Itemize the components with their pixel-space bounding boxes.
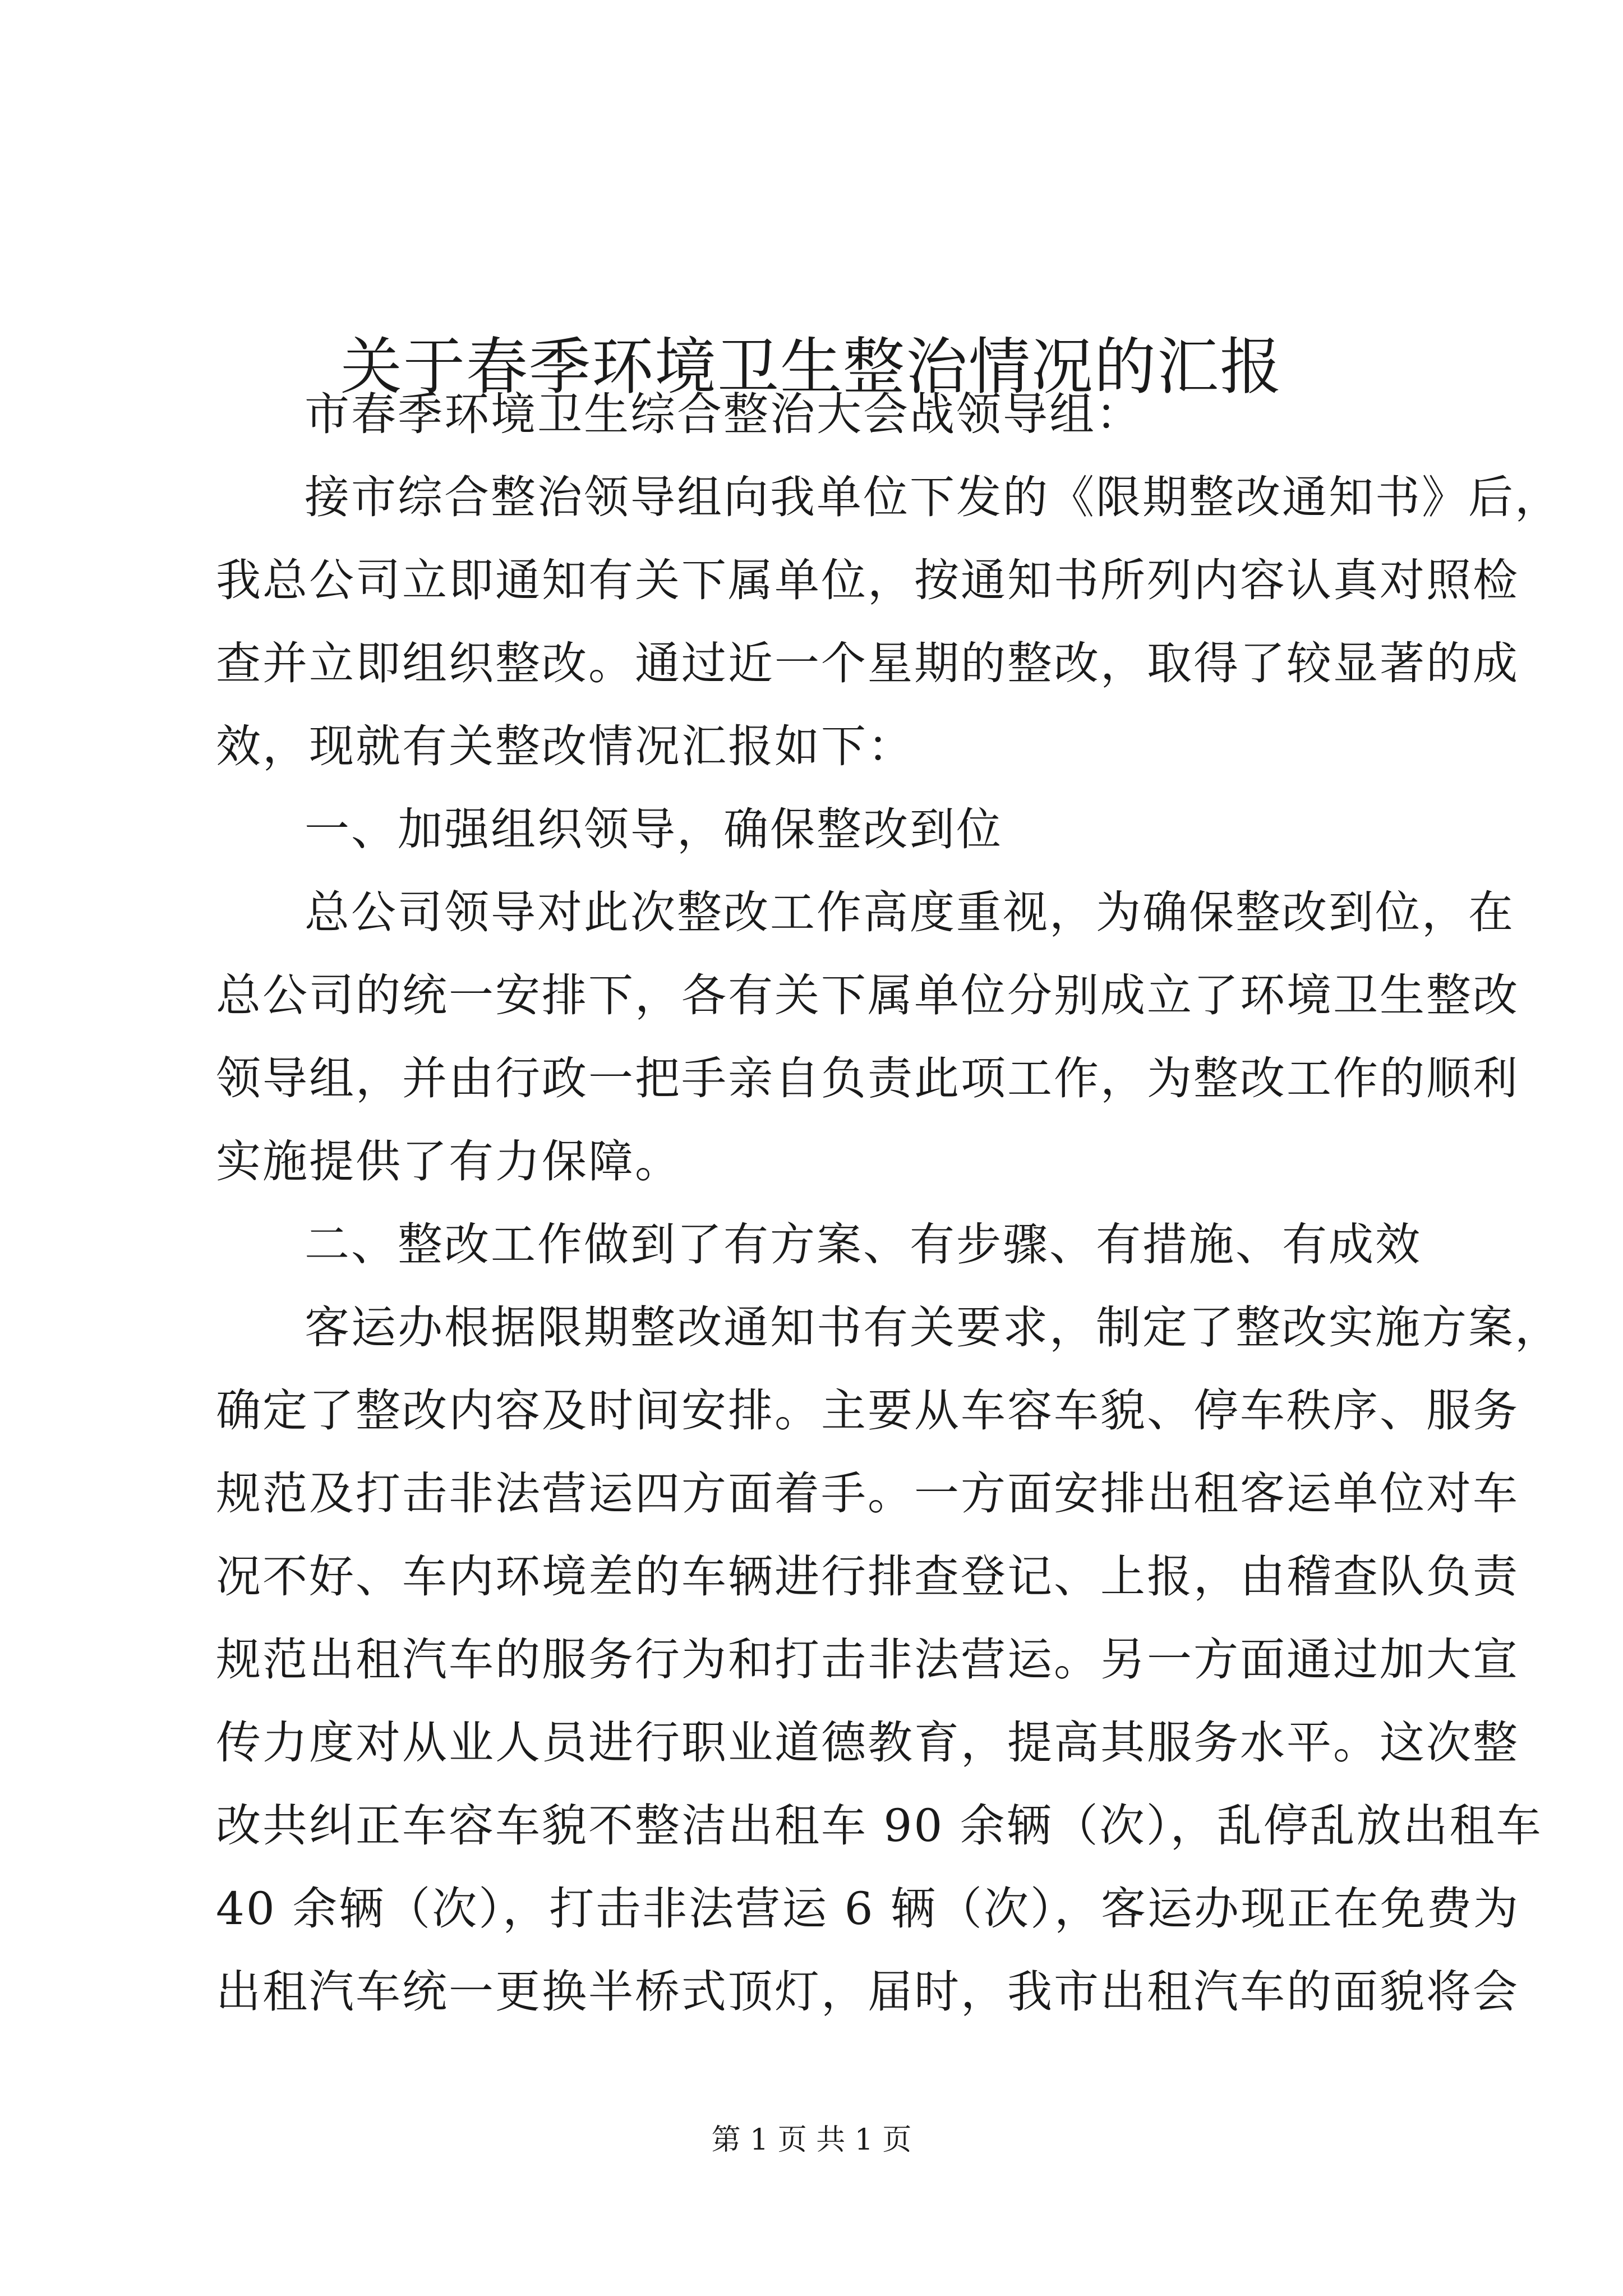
- paragraph-line: 况不好、车内环境差的车辆进行排查登记、上报，由稽查队负责: [216, 1550, 1519, 1603]
- paragraph-line: 接市综合整治领导组向我单位下发的《限期整改通知书》后，: [305, 471, 1561, 523]
- paragraph-intro: [216, 456, 1561, 788]
- paragraph-organization: [216, 871, 1519, 1203]
- section-heading-line: 二、整改工作做到了有方案、有步骤、有措施、有成效: [305, 1218, 1422, 1271]
- section-heading-2: [216, 1203, 1422, 1286]
- paragraph-line: 我总公司立即通知有关下属单位，按通知书所列内容认真对照检: [216, 554, 1519, 606]
- document-title: 关于春季环境卫生整治情况的汇报: [340, 330, 1283, 403]
- paragraph-line: 实施提供了有力保障。: [216, 1135, 681, 1188]
- page-footer: 第 1 页 共 1 页: [711, 2123, 912, 2157]
- document-body: [216, 373, 1561, 2033]
- paragraph-line: 客运办根据限期整改通知书有关要求，制定了整改实施方案，: [305, 1301, 1561, 1354]
- paragraph-line: 查并立即组织整改。通过近一个星期的整改，取得了较显著的成: [216, 637, 1519, 689]
- paragraph-line: 总公司领导对此次整改工作高度重视，为确保整改到位，在: [305, 886, 1515, 938]
- paragraph-line: 确定了整改内容及时间安排。主要从车容车貌、停车秩序、服务: [216, 1384, 1519, 1437]
- paragraph-line: 总公司的统一安排下，各有关下属单位分别成立了环境卫生整改: [216, 969, 1519, 1022]
- salutation-line: 市春季环境卫生综合整治大会战领导组：: [305, 388, 1142, 440]
- paragraph-line: 改共纠正车容车貌不整洁出租车 90 余辆（次），乱停乱放出租车: [216, 1800, 1543, 1852]
- section-heading-line: 一、加强组织领导，确保整改到位: [305, 803, 1003, 855]
- paragraph-implementation: [216, 1286, 1561, 2033]
- section-heading-1: [216, 788, 1416, 871]
- paragraph-line: 效，现就有关整改情况汇报如下：: [216, 720, 914, 772]
- paragraph-line: 领导组，并由行政一把手亲自负责此项工作，为整改工作的顺利: [216, 1052, 1519, 1105]
- paragraph-line: 规范出租汽车的服务行为和打击非法营运。另一方面通过加大宣: [216, 1634, 1519, 1686]
- paragraph-line: 规范及打击非法营运四方面着手。一方面安排出租客运单位对车: [216, 1467, 1519, 1520]
- paragraph-line: 传力度对从业人员进行职业道德教育，提高其服务水平。这次整: [216, 1717, 1519, 1769]
- salutation: [216, 373, 1416, 456]
- paragraph-line: 出租汽车统一更换半桥式顶灯，届时，我市出租汽车的面貌将会: [216, 1966, 1519, 2018]
- paragraph-line: 40 余辆（次），打击非法营运 6 辆（次），客运办现正在免费为: [216, 1883, 1520, 1935]
